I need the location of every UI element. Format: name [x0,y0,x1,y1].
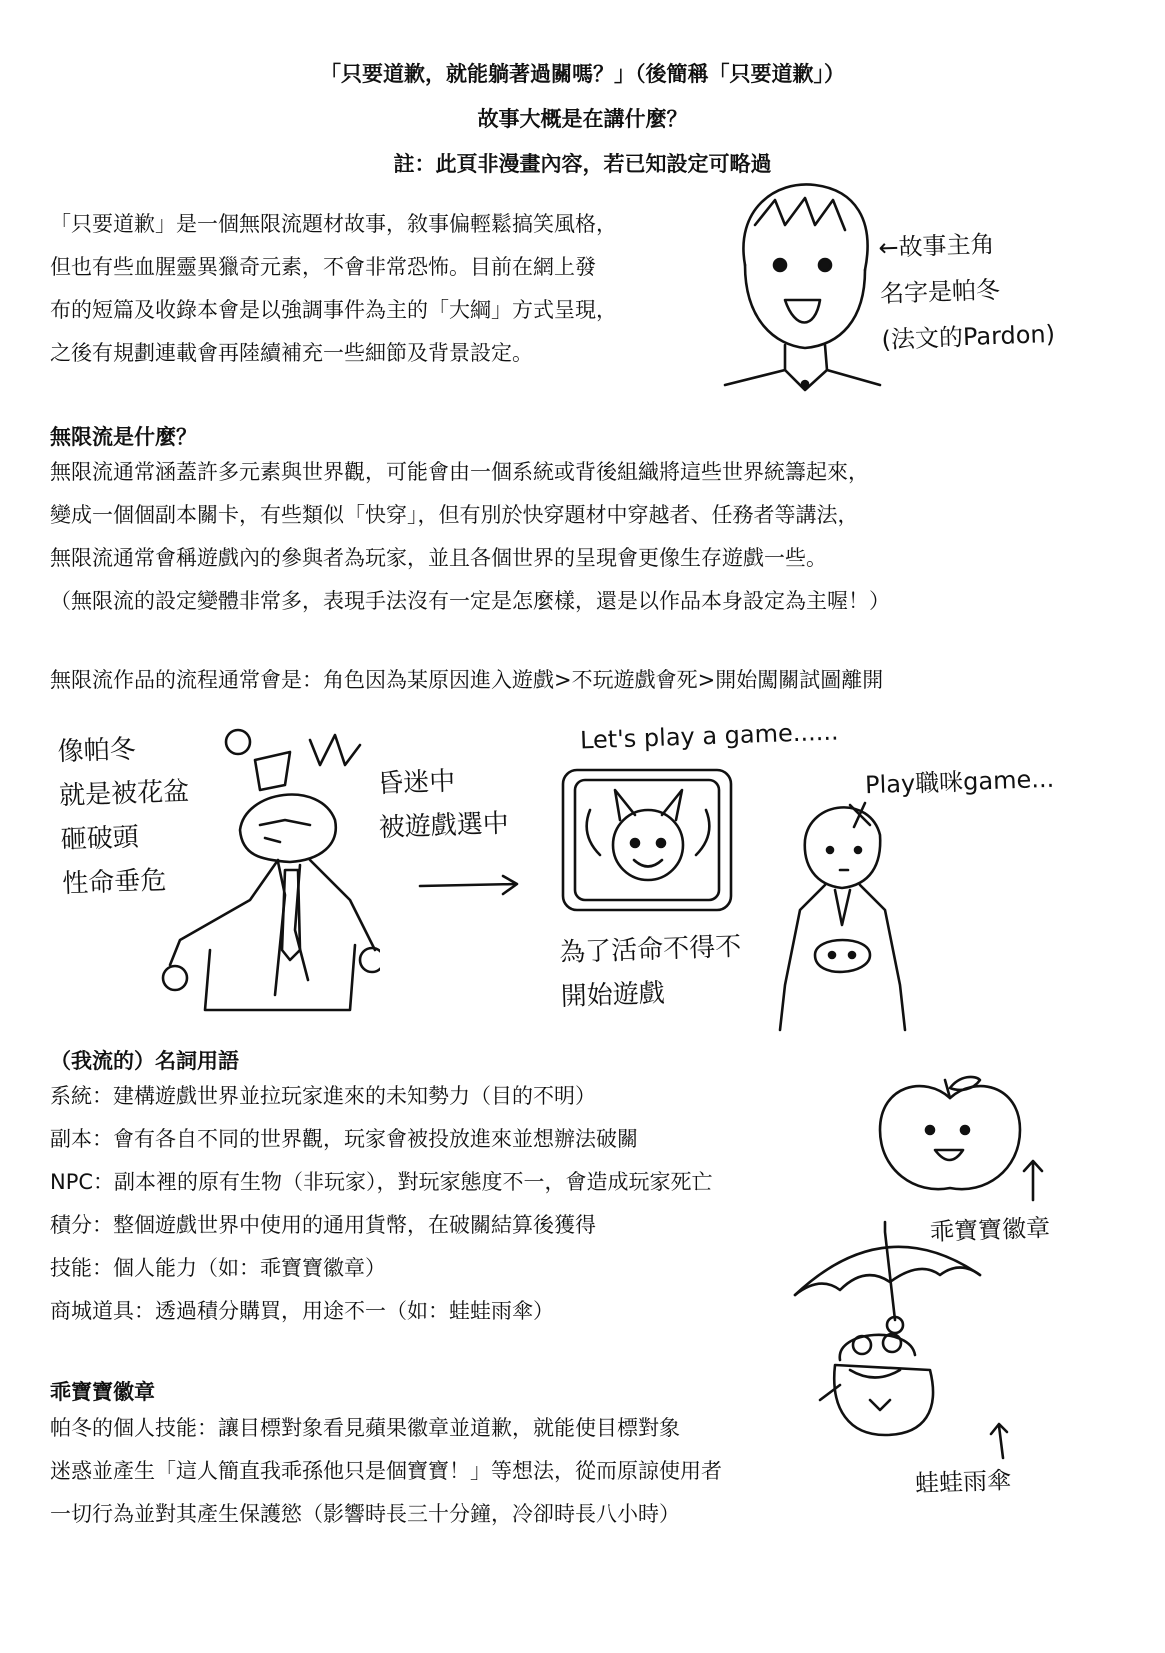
term-item: 商城道具：透過積分購買，用途不一（如：蛙蛙雨傘） [50,1299,554,1323]
badge-heading: 乖寶寶徽章 [50,1380,155,1404]
term-item: 積分：整個遊戲世界中使用的通用貨幣，在破關結算後獲得 [50,1213,596,1237]
page-subtitle: 故事大概是在講什麼？ [477,107,688,131]
term-item: 技能：個人能力（如：乖寶寶徽章） [50,1256,386,1280]
infinite-flow-heading: 無限流是什麼？ [50,425,197,449]
comic-left-note: 像帕冬 就是被花盆 砸破頭 性命垂危 [57,734,190,900]
page-note: 註：此頁非漫畫內容，若已知設定可略過 [393,152,772,176]
badge-line: 迷惑並產生「這人簡直我乖孫他只是個寶寶！」等想法，從而原諒使用者 [50,1459,722,1483]
badge-line: 一切行為並對其產生保護慾（影響時長三十分鐘，冷卻時長八小時） [50,1502,680,1526]
playing-game-character-sketch [770,785,910,1035]
apple-badge-sketch [875,1070,1025,1200]
page-title: 「只要道歉，就能躺著過關嗎？」（後簡稱「只要道歉」） [320,62,845,86]
intro-line: 布的短篇及收錄本會是以強調事件為主的「大綱」方式呈現， [50,298,617,322]
infinite-flow-line: 無限流通常會稱遊戲內的參與者為玩家，並且各個世界的呈現會更像生存遊戲一些。 [50,546,827,570]
badge-line: 帕冬的個人技能：讓目標對象看見蘋果徽章並道歉，就能使目標對象 [50,1416,680,1440]
arrow-icon [415,872,525,902]
terms-heading: （我流的）名詞用語 [50,1049,239,1073]
game-screen-mascot-sketch [560,765,735,915]
infinite-flow-line: 變成一個個副本關卡，有些類似「快穿」，但有別於快穿題材中穿越者、任務者等講法， [50,503,859,527]
apple-badge-label: 乖寶寶徽章 [929,1213,1051,1247]
infinite-flow-paragraph [50,451,890,623]
flow-sequence: 無限流作品的流程通常會是：角色因為某原因進入遊戲>不玩遊戲會死>開始闖關試圖離開 [50,668,884,692]
comic-right-note: Play職咪game... [864,764,1055,800]
infinite-flow-line: （無限流的設定變體非常多，表現手法沒有一定是怎麼樣，還是以作品本身設定為主喔！） [50,589,890,613]
badge-paragraph [50,1407,722,1536]
protagonist-annotation: ←故事主角 名字是帕冬 (法文的Pardon) [877,230,1056,354]
intro-line: 之後有規劃連載會再陸續補充一些細節及背景設定。 [50,341,533,365]
frog-umbrella-sketch [790,1220,990,1450]
protagonist-portrait-sketch [715,170,885,395]
intro-line: 「只要道歉」是一個無限流題材故事，敘事偏輕鬆搞笑風格， [50,212,617,236]
terms-list [50,1075,713,1333]
frog-umbrella-label: 蛙蛙雨傘 [914,1466,1012,1498]
comic-bottom-note: 為了活命不得不 開始遊戲 [558,931,742,1013]
infinite-flow-line: 無限流通常涵蓋許多元素與世界觀，可能會由一個系統或背後組織將這些世界統籌起來， [50,460,869,484]
arrow-up-icon [1018,1155,1048,1205]
arrow-up-icon [985,1418,1015,1463]
term-item: NPC：副本裡的原有生物（非玩家），對玩家態度不一，會造成玩家死亡 [50,1170,713,1194]
falling-flowerpot-character-sketch [160,720,380,1020]
intro-paragraph [50,203,617,375]
comic-speech: Let's play a game...... [579,717,839,755]
term-item: 副本：會有各自不同的世界觀，玩家會被投放進來並想辦法破關 [50,1127,638,1151]
comic-middle-note: 昏迷中 被遊戲選中 [376,766,510,844]
term-item: 系統：建構遊戲世界並拉玩家進來的未知勢力（目的不明） [50,1084,596,1108]
intro-line: 但也有些血腥靈異獵奇元素，不會非常恐怖。目前在網上發 [50,255,596,279]
